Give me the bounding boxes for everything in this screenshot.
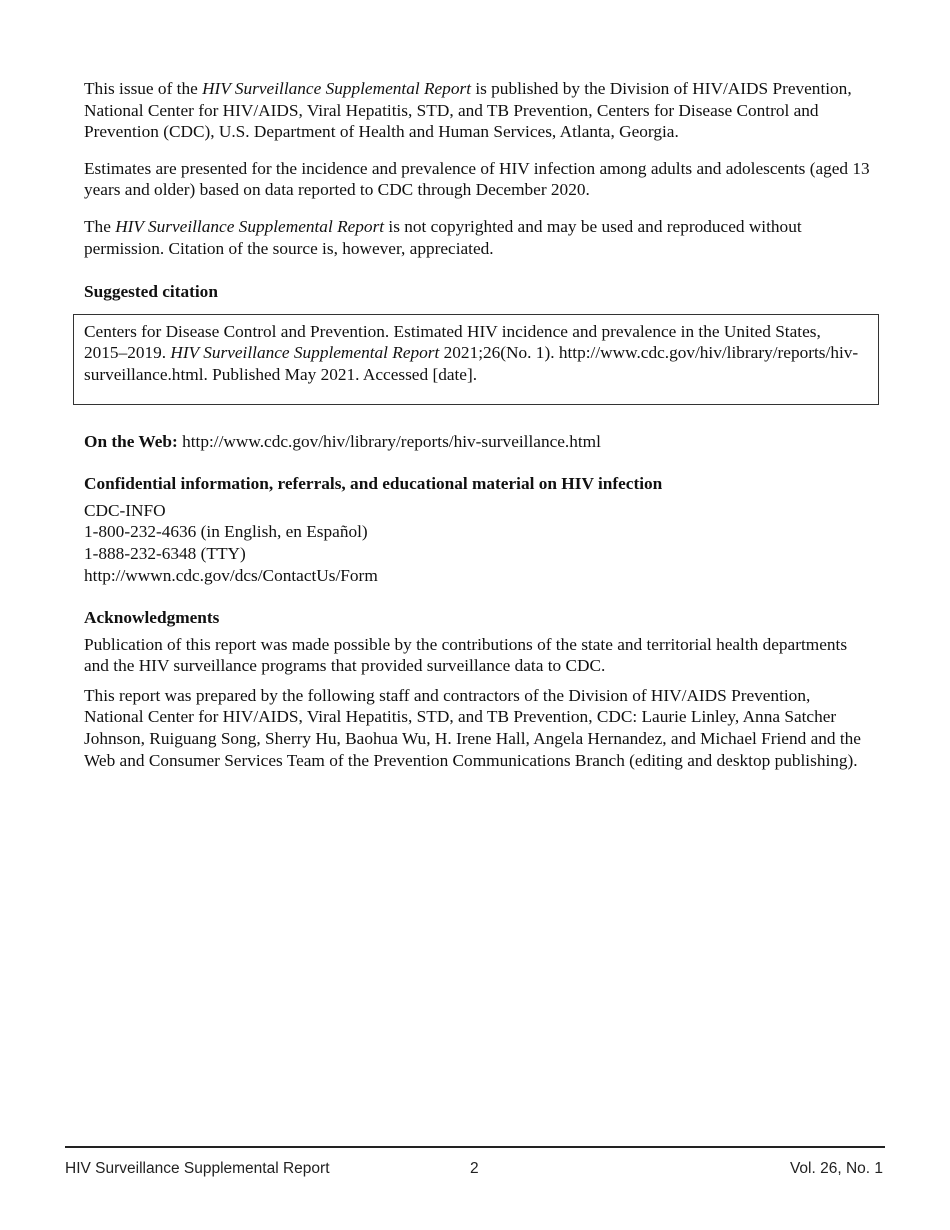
contact-line-form-link[interactable]: http://wwwn.cdc.gov/dcs/ContactUs/Form — [84, 565, 378, 585]
web-label: On the Web: — [84, 431, 178, 451]
citation-box — [73, 314, 879, 405]
intro-paragraph-publisher — [84, 78, 874, 143]
intro-text: is published by the Division of HIV/AIDS Prevention, National Center for HIV/AIDS, Viral Hepatitis, STD, and TB Prevention, Centers for Disease Control and Prevention (CDC), U.S. Department of Health and Human Services, Atlanta, Georgia. — [84, 79, 852, 142]
footer-volume: Vol. 26, No. 1 — [789, 1160, 883, 1177]
report-title-italic: HIV Surveillance Supplemental Report — [170, 343, 440, 363]
report-title-italic: HIV Surveillance Supplemental Report — [202, 79, 471, 98]
acknowledgments-paragraph-1: Publication of this report was made possible by the contributions of the state and territorial health departments and the HIV surveillance programs that provided surveillance data to CDC. — [84, 634, 848, 676]
footer-page-number: 2 — [470, 1160, 479, 1177]
intro-paragraph-estimates: Estimates are presented for the incidence and prevalence of HIV infection among adults and adolescents (aged 13 years and older) based on data reported to CDC through December 2020. — [84, 158, 870, 200]
contact-heading: Confidential information, referrals, and educational material on HIV infection — [84, 474, 663, 494]
intro-text: This issue of the — [84, 79, 203, 98]
document-body — [84, 78, 874, 771]
citation-text: Centers for Disease Control and Prevention. Estimated HIV incidence and prevalence in the United States, 2015–2019. — [84, 321, 821, 363]
citation-text: 2021;26(No. 1). http://www.cdc.gov/hiv/library/reports/hiv-surveillance.html. Published May 2021. Accessed [date]. — [84, 343, 859, 384]
footer-report-title: HIV Surveillance Supplemental Report — [65, 1160, 330, 1177]
report-title-italic: HIV Surveillance Supplemental Report — [115, 216, 385, 236]
intro-text: is not copyrighted and may be used and reproduced without permission. Citation of the source is, however, appreciated. — [84, 216, 802, 258]
intro-paragraph-copyright — [84, 216, 874, 259]
citation-heading: Suggested citation — [84, 282, 218, 302]
contact-line-tty[interactable]: 1-888-232-6348 (TTY) — [84, 543, 246, 563]
web-url-link[interactable]: http://www.cdc.gov/hiv/library/reports/hiv-surveillance.html — [182, 431, 601, 451]
acknowledgments-heading: Acknowledgments — [84, 608, 220, 628]
contact-line-phone[interactable]: 1-800-232-4636 (in English, en Español) — [84, 522, 368, 542]
intro-text: The — [84, 216, 116, 236]
web-line — [84, 431, 874, 453]
contact-info — [84, 500, 874, 586]
acknowledgments-paragraph-2: This report was prepared by the following staff and contractors of the Division of HIV/AIDS Prevention, National Center for HIV/AIDS, Viral Hepatitis, STD, and TB Prevention, CDC: Laurie Linley, Anna Satcher Johnson, Ruiguang Song, Sherry Hu, Baohua Wu, H. Irene Hall, Angela Hernandez, and Michael Friend and the Web and Consumer Services Team of the Prevention Communications Branch (editing and desktop publishing). — [84, 685, 861, 770]
contact-line-cdc-info: CDC-INFO — [84, 500, 166, 520]
page-footer — [65, 1146, 885, 1177]
